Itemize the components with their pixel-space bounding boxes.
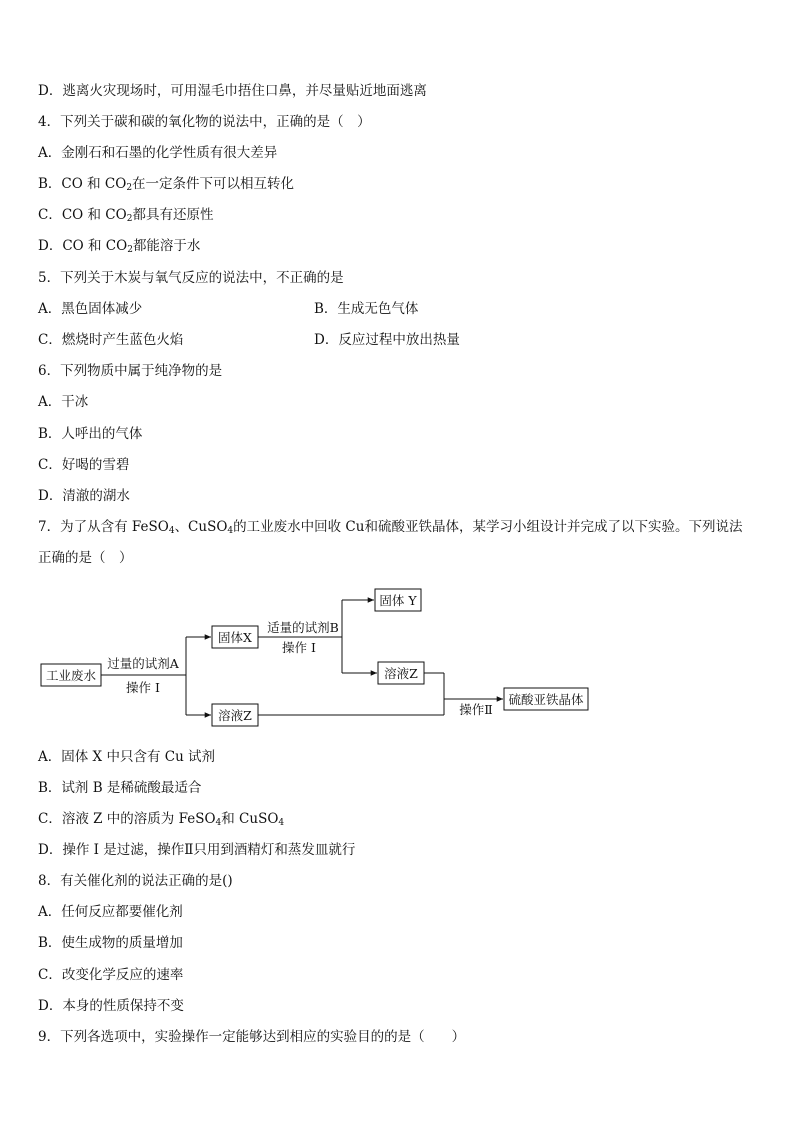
text: B．CO 和 CO: [38, 176, 127, 192]
question-4-stem: 4．下列关于碳和碳的氧化物的说法中，正确的是（ ）: [38, 114, 371, 130]
q6-option-c: C．好喝的雪碧: [38, 457, 130, 473]
subscript: 4: [227, 526, 234, 536]
subscript: 2: [127, 245, 133, 255]
q8-option-c: C．改变化学反应的速率: [38, 967, 184, 983]
label-operation-2: 操作Ⅱ: [459, 702, 493, 717]
label-reagent-b: 适量的试剂B: [267, 620, 339, 635]
text: 的工业废水中回收 Cu和硫酸亚铁晶体，某学习小组设计并完成了以下实验。下列说法: [233, 519, 743, 535]
text: 都能溶于水: [132, 238, 201, 254]
q5-option-a: A．黑色固体减少: [38, 301, 143, 317]
subscript: 2: [126, 214, 133, 224]
text: 在一定条件下可以相互转化: [132, 176, 295, 192]
subscript: 4: [168, 526, 175, 536]
q7-option-d: D．操作 I 是过滤，操作Ⅱ只用到酒精灯和蒸发皿就行: [38, 842, 356, 858]
q8-option-b: B．使生成物的质量增加: [38, 935, 183, 951]
text: D．CO 和 CO: [38, 238, 128, 254]
label-operation-1a: 操作 I: [126, 680, 160, 695]
q8-option-d: D．本身的性质保持不变: [38, 998, 184, 1014]
subscript: 4: [278, 818, 285, 828]
q7-option-c: [38, 810, 284, 832]
question-9-stem: 9．下列各选项中，实验操作一定能够达到相应的实验目的的是（ ）: [38, 1029, 466, 1045]
q5-option-c: C．燃烧时产生蓝色火焰: [38, 332, 184, 348]
q4-option-b: [38, 175, 294, 197]
label-reagent-a: 过量的试剂A: [107, 656, 179, 671]
line-d-fire-escape: D．逃离火灾现场时，可用湿毛巾捂住口鼻，并尽量贴近地面逃离: [38, 83, 427, 99]
q7-option-b: B．试剂 B 是稀硫酸最适合: [38, 780, 202, 796]
text: 和 CuSO: [221, 811, 279, 827]
q6-option-a: A．干冰: [38, 394, 89, 410]
text: 、CuSO: [174, 519, 228, 535]
q7-option-a: A．固体 X 中只含有 Cu 试剂: [38, 749, 216, 765]
q6-option-d: D．清澈的湖水: [38, 488, 130, 504]
question-8-stem: 8．有关催化剂的说法正确的是(): [38, 873, 233, 889]
subscript: 4: [215, 818, 222, 828]
text: C．CO 和 CO: [38, 207, 127, 223]
q8-option-a: A．任何反应都要催化剂: [38, 904, 183, 920]
q4-option-d: [38, 237, 200, 259]
subscript: 2: [126, 183, 133, 193]
text: 7．为了从含有 FeSO: [38, 519, 169, 535]
q4-option-c: [38, 206, 213, 228]
q5-option-b: B．生成无色气体: [314, 301, 419, 317]
flow-diagram: [0, 580, 794, 740]
q6-option-b: B．人呼出的气体: [38, 426, 143, 442]
label-wastewater: 工业废水: [45, 668, 97, 683]
q5-option-d: D．反应过程中放出热量: [314, 332, 460, 348]
question-7-stem-line2: 正确的是（ ）: [38, 550, 133, 566]
label-solid-x: 固体X: [218, 630, 252, 645]
label-operation-1b: 操作 I: [282, 640, 316, 655]
text: C．溶液 Z 中的溶质为 FeSO: [38, 811, 216, 827]
question-5-stem: 5．下列关于木炭与氧气反应的说法中，不正确的是: [38, 270, 344, 286]
q4-option-a: A．金刚石和石墨的化学性质有很大差异: [38, 145, 278, 161]
question-6-stem: 6．下列物质中属于纯净物的是: [38, 363, 223, 379]
label-solution-z-upper: 溶液Z: [384, 666, 418, 681]
label-solution-z-lower: 溶液Z: [218, 708, 252, 723]
label-solid-y: 固体 Y: [379, 593, 417, 608]
text: 都具有还原性: [132, 207, 214, 223]
label-product: 硫酸亚铁晶体: [508, 692, 584, 707]
question-7-stem-line1: [38, 518, 742, 540]
